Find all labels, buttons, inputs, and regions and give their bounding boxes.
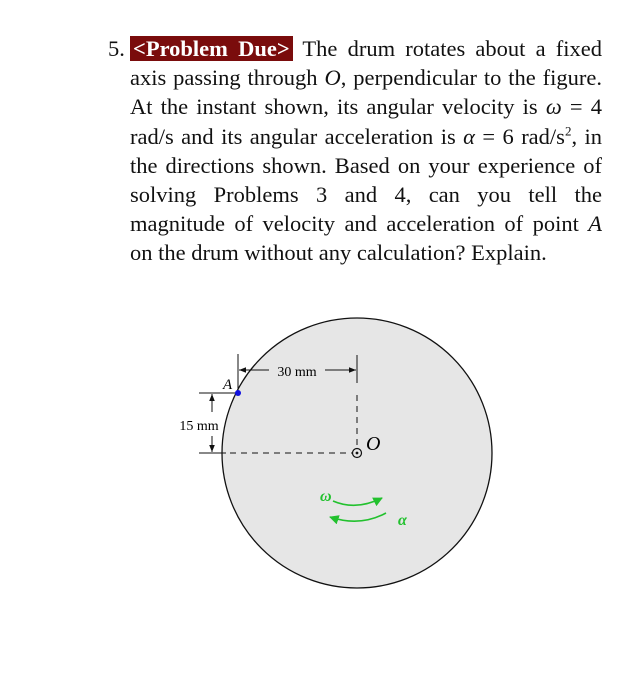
- symbol-omega: ω: [545, 94, 562, 120]
- dim-horizontal-label: 30 mm: [277, 365, 317, 380]
- symbol-o: O: [324, 65, 341, 91]
- text-part-5: , in the directions shown. Based on your experience of solving Problems 3 and 4, can you tell the magnitude of velocity and acceleration of point: [130, 123, 602, 237]
- dim-vertical-label: 15 mm: [179, 419, 219, 434]
- center-o-dot: [356, 452, 359, 455]
- point-a-dot: [235, 390, 241, 396]
- text-part-2: , perpendicular to the figure. At the instant shown, its angular velocity is: [130, 65, 602, 120]
- symbol-alpha: α: [463, 123, 475, 149]
- alpha-label: α: [398, 512, 407, 529]
- problem-number: 5.: [108, 36, 125, 61]
- text-part-6: on the drum without any calculation? Explain.: [130, 240, 547, 266]
- text-part-1: The drum rotates about a fixed axis passing through: [130, 36, 603, 91]
- point-o-label: O: [366, 433, 381, 455]
- exponent: 2: [564, 123, 572, 139]
- omega-label: ω: [320, 488, 332, 505]
- point-a-label: A: [223, 377, 233, 393]
- text-part-4: = 6 rad/s: [474, 123, 565, 149]
- symbol-a: A: [588, 211, 602, 237]
- problem-due-badge: <Problem Due>: [130, 36, 293, 61]
- text-part-3: = 4 rad/s and its angular acceleration is: [130, 94, 602, 149]
